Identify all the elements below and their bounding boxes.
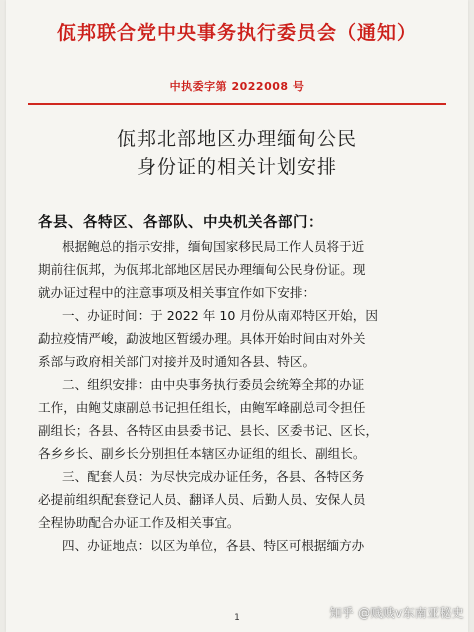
- body-line: 根据鲍总的指示安排，缅甸国家移民局工作人员将于近: [62, 239, 365, 254]
- red-divider-rule: [28, 103, 446, 105]
- document-title-line-2: 身份证的相关计划安排: [136, 156, 337, 178]
- org-header-title: 佤邦联合党中央事务执行委员会（通知）: [56, 22, 417, 44]
- page-number: 1: [234, 613, 240, 623]
- body-line: 必提前组织配套登记人员、翻译人员、后勤人员、安保人员: [38, 492, 366, 507]
- body-line: 全程协助配合办证工作及相关事宜。: [38, 515, 240, 530]
- body-line: 勐拉疫情严峻，勐波地区暂缓办理。具体开始时间由对外关: [38, 331, 366, 346]
- body-line: 副组长；各县、各特区由县委书记、县长、区委书记、区长，: [38, 423, 379, 438]
- document-number: 中执委字第 2022008 号: [169, 80, 305, 93]
- document-title-line-1: 佤邦北部地区办理缅甸公民: [116, 128, 357, 150]
- body-text: [38, 235, 443, 557]
- document-page: [6, 0, 468, 632]
- body-line: 就办证过程中的注意事项及相关事宜作如下安排：: [38, 285, 316, 300]
- body-line: 期前往佤邦，为佤邦北部地区居民办理缅甸公民身份证。现: [38, 262, 366, 277]
- body-line: 工作，由鲍艾康副总书记担任组长，由鲍军峰副总司令担任: [38, 400, 366, 415]
- body-line: 系部与政府相关部门对接并及时通知各县、特区。: [38, 354, 316, 369]
- body-line: 一、办证时间：于 2022 年 10 月份从南邓特区开始，因: [62, 308, 378, 323]
- salutation: 各县、各特区、各部队、中央机关各部门：: [38, 215, 323, 231]
- body-line: 各乡乡长、副乡长分别担任本辖区办证组的组长、副组长。: [38, 446, 366, 461]
- body-line: 二、组织安排：由中央事务执行委员会统筹全邦的办证: [62, 377, 365, 392]
- body-line: 四、办证地点：以区为单位，各县、特区可根据缅方办: [62, 538, 365, 553]
- source-watermark: 知乎 @贱贱v东南亚秘史: [329, 606, 464, 620]
- body-line: 三、配套人员：为尽快完成办证任务，各县、各特区务: [62, 469, 365, 484]
